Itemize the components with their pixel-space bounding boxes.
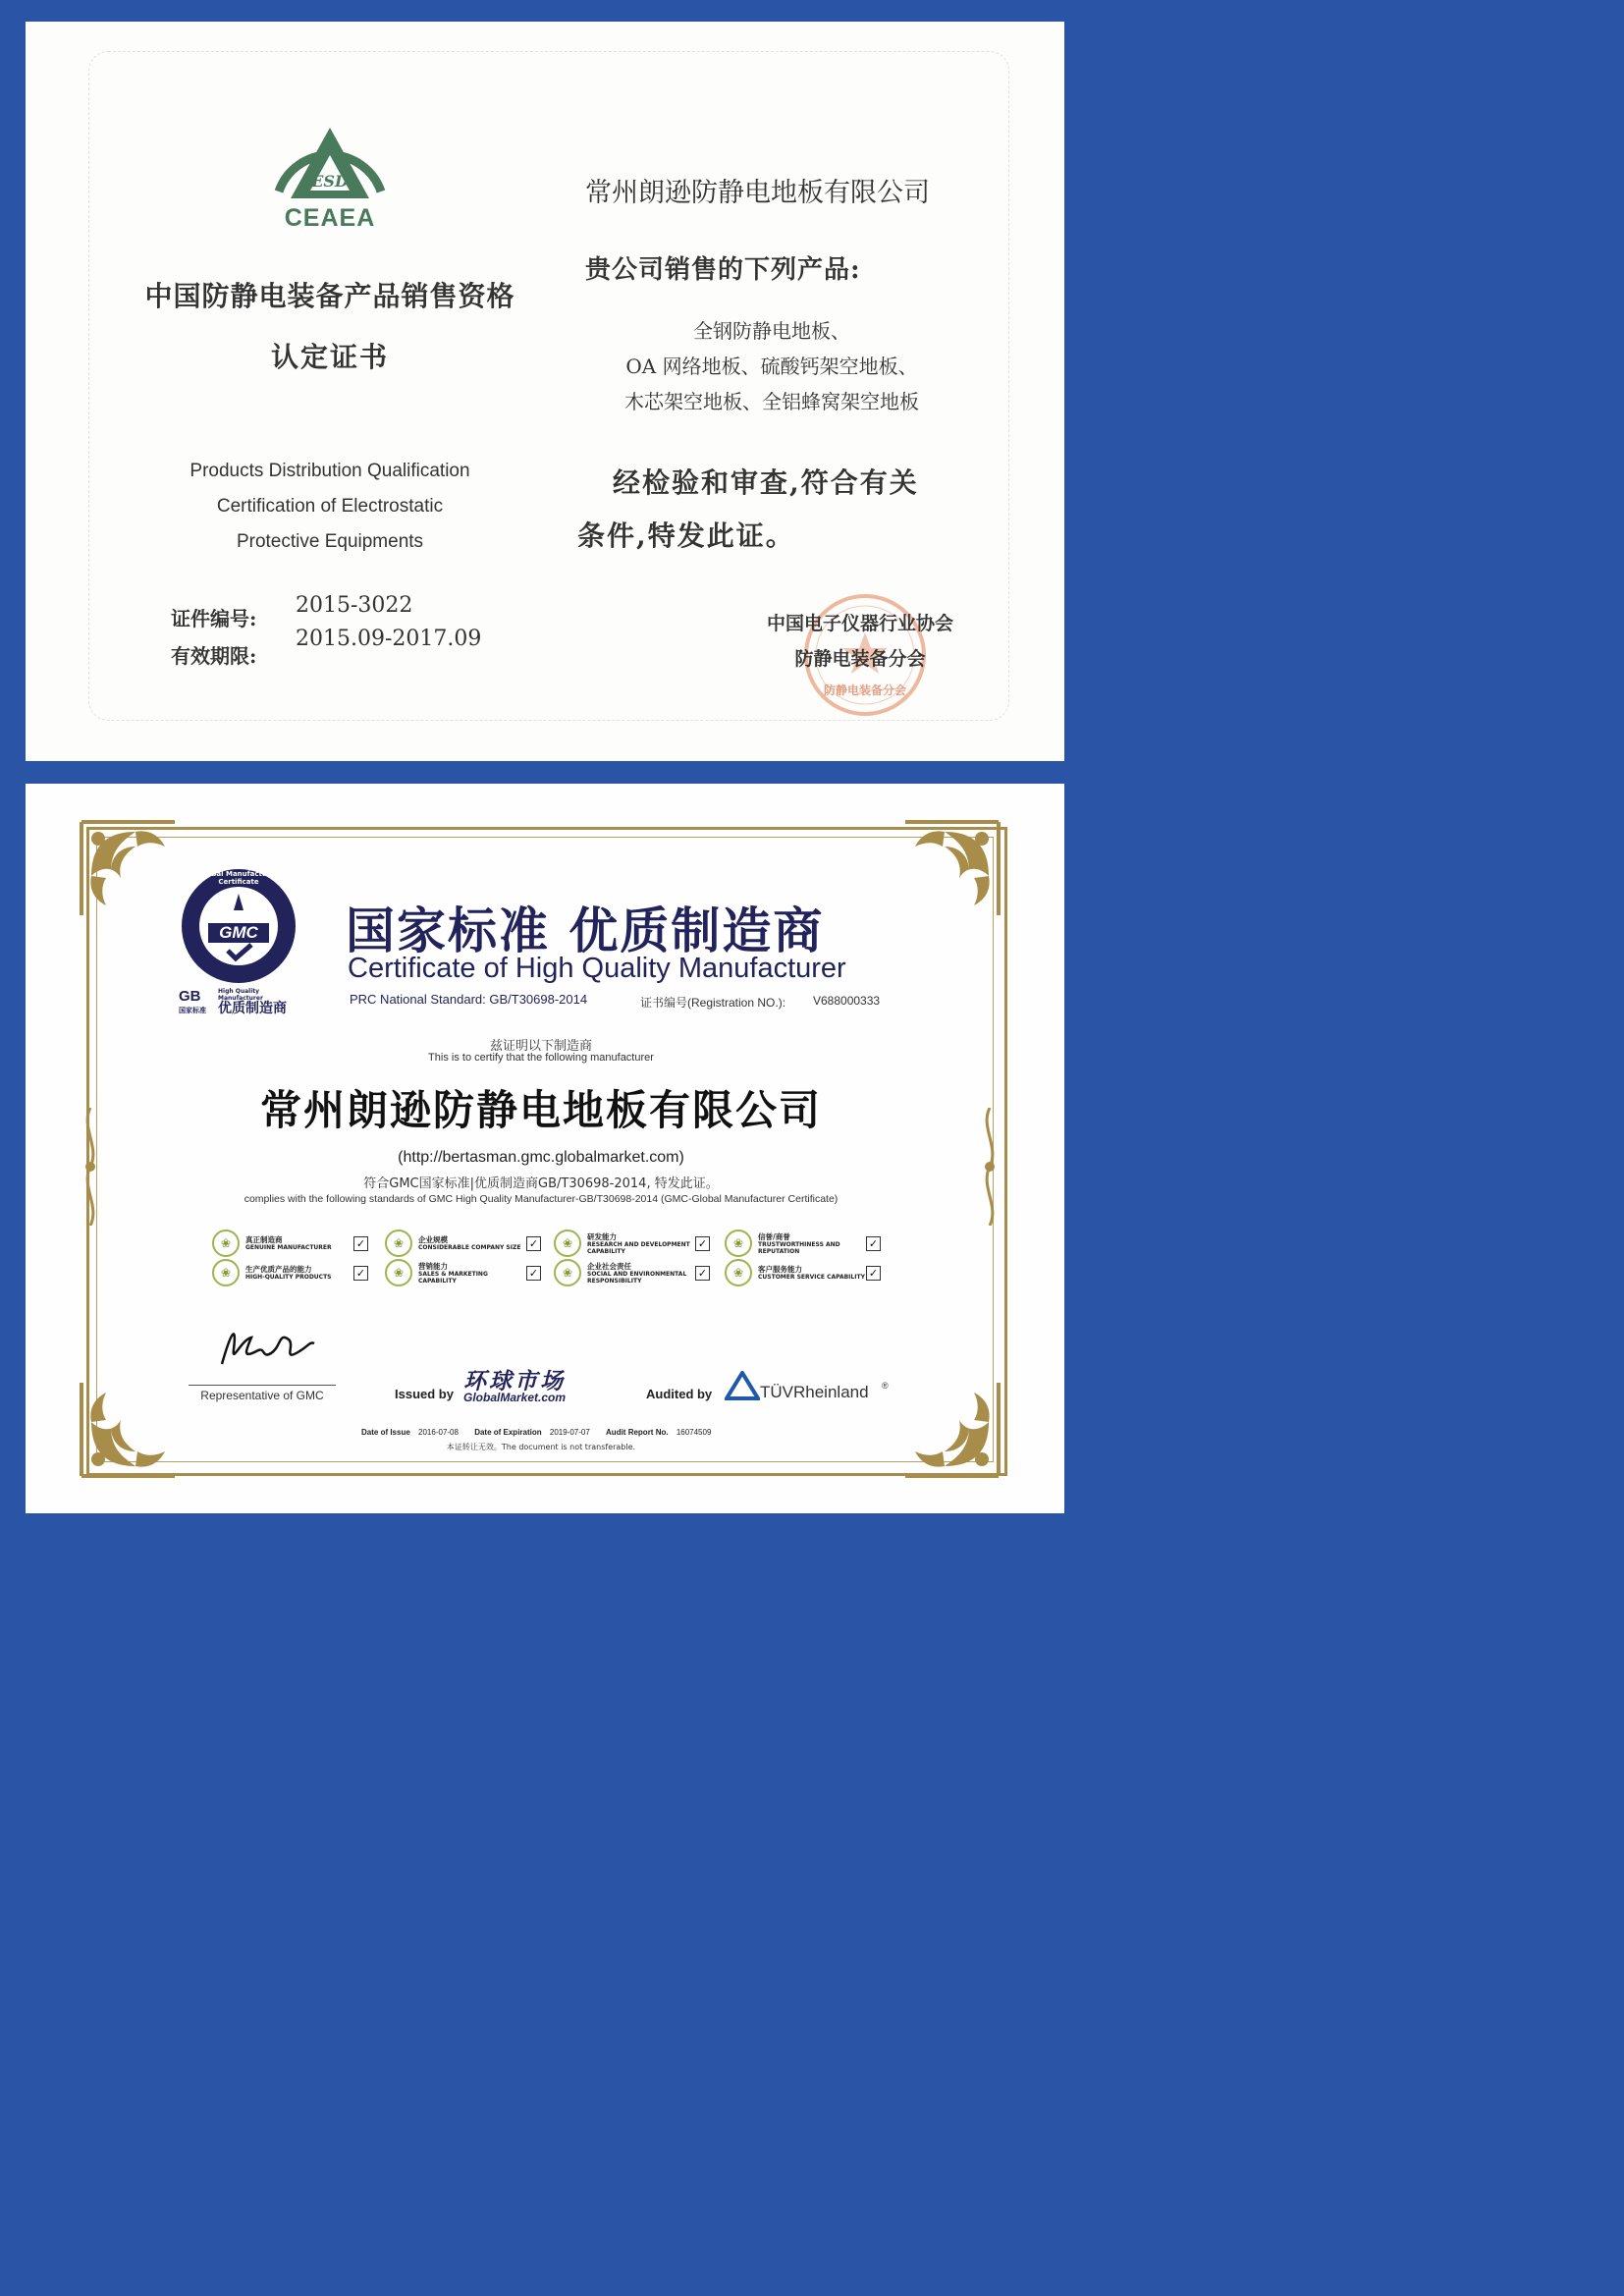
check-box-icon: ✓ bbox=[526, 1236, 541, 1251]
feature-item bbox=[212, 1259, 379, 1286]
side-ornament-icon bbox=[79, 1108, 102, 1226]
feature-en: RESEARCH AND DEVELOPMENT CAPABILITY bbox=[587, 1240, 690, 1255]
feature-zh: 企业规模 bbox=[418, 1235, 448, 1244]
check-box-icon: ✓ bbox=[866, 1266, 881, 1281]
gb-badge bbox=[179, 988, 306, 1017]
gb-label: GB bbox=[179, 988, 201, 1005]
feature-en: CUSTOMER SERVICE CAPABILITY bbox=[758, 1274, 865, 1281]
cert-no-label: 证件编号: bbox=[171, 607, 257, 630]
feature-item bbox=[554, 1259, 721, 1286]
tuv-triangle-icon bbox=[725, 1371, 760, 1400]
certify-en: This is to certify that the following manufacturer bbox=[428, 1052, 654, 1064]
cert1-title-en-line1: Products Distribution Qualification bbox=[189, 461, 470, 481]
service-icon: ❀ bbox=[725, 1259, 752, 1286]
cert1-title-zh-line1: 中国防静电装备产品销售资格 bbox=[144, 280, 515, 312]
feature-item bbox=[725, 1230, 892, 1257]
gb-badge-big: 优质制造商 bbox=[218, 1001, 287, 1016]
check-box-icon: ✓ bbox=[353, 1266, 368, 1281]
stamp-text: 防静电装备分会 bbox=[823, 683, 906, 697]
check-box-icon: ✓ bbox=[695, 1266, 710, 1281]
gb-sub: 国家标准 bbox=[179, 1007, 206, 1014]
ceaea-certificate bbox=[26, 22, 1064, 761]
issued-by-label: Issued by bbox=[395, 1387, 454, 1401]
feature-text bbox=[758, 1232, 866, 1255]
check-box-icon: ✓ bbox=[695, 1236, 710, 1251]
feature-en: TRUSTWORTHINESS AND REPUTATION bbox=[758, 1240, 840, 1255]
feature-zh: 客户服务能力 bbox=[758, 1265, 802, 1274]
seal-ring-text: Global Manufacturer Certificate bbox=[198, 870, 279, 886]
feature-zh: 生产优质产品的能力 bbox=[245, 1265, 312, 1274]
ceaea-emblem-icon bbox=[271, 108, 389, 206]
check-box-icon: ✓ bbox=[353, 1236, 368, 1251]
statement-line2: 条件,特发此证。 bbox=[577, 519, 795, 552]
feature-zh: 企业社会责任 bbox=[587, 1261, 631, 1271]
reg-number: V688000333 bbox=[813, 994, 881, 1008]
gb-badge-small: High Quality Manufacturer bbox=[218, 988, 263, 1002]
date-issue: 2016-07-08 bbox=[418, 1428, 459, 1437]
feature-item bbox=[725, 1259, 892, 1286]
audit-no: 16074509 bbox=[676, 1428, 712, 1437]
feature-item bbox=[385, 1259, 552, 1286]
gmc-seal-center: GMC bbox=[219, 923, 258, 942]
feature-en: GENUINE MANUFACTURER bbox=[245, 1244, 332, 1251]
date-exp: 2019-07-07 bbox=[549, 1428, 590, 1437]
auditor-name: TÜVRheinland bbox=[760, 1383, 869, 1401]
date-issue-label: Date of Issue bbox=[361, 1428, 410, 1437]
corner-ornament-icon bbox=[895, 1373, 1003, 1481]
issuer-line2: 防静电装备分会 bbox=[794, 648, 926, 670]
product-list bbox=[590, 313, 953, 419]
feature-text bbox=[758, 1265, 866, 1281]
cert1-title-en bbox=[124, 454, 536, 560]
leaf-icon: ❀ bbox=[554, 1259, 581, 1286]
feature-en: CONSIDERABLE COMPANY SIZE bbox=[418, 1244, 521, 1251]
corner-ornament-icon bbox=[77, 1373, 185, 1481]
cert-no-value: 2015-3022 bbox=[296, 593, 413, 618]
signature-icon bbox=[212, 1320, 320, 1379]
reg-label: 证书编号(Registration NO.): bbox=[640, 996, 786, 1010]
feature-zh: 真正制造商 bbox=[245, 1235, 283, 1244]
gmc-seal bbox=[179, 866, 298, 986]
ceaea-logo bbox=[271, 108, 389, 232]
feature-text bbox=[245, 1265, 353, 1281]
corner-ornament-icon bbox=[895, 817, 1003, 925]
gmc-certificate bbox=[26, 784, 1064, 1513]
feature-zh: 信誉/商誉 bbox=[758, 1231, 790, 1241]
check-box-icon: ✓ bbox=[526, 1266, 541, 1281]
product-line-1: 全钢防静电地板、 bbox=[693, 319, 850, 343]
research-icon: ❀ bbox=[554, 1230, 581, 1257]
feature-text bbox=[245, 1235, 353, 1251]
gmc-standard: PRC National Standard: GB/T30698-2014 bbox=[350, 992, 588, 1007]
issuer-line1: 中国电子仪器行业协会 bbox=[766, 613, 953, 634]
crown-icon: ❀ bbox=[725, 1230, 752, 1257]
product-line-3: 木芯架空地板、全铝蜂窝架空地板 bbox=[624, 390, 919, 413]
scale-icon: ❀ bbox=[385, 1230, 412, 1257]
feature-en: SALES & MARKETING CAPABILITY bbox=[418, 1270, 488, 1285]
signature-line bbox=[189, 1385, 336, 1386]
marketing-icon: ❀ bbox=[385, 1259, 412, 1286]
feature-item bbox=[385, 1230, 552, 1257]
feature-en: SOCIAL AND ENVIRONMENTAL RESPONSIBILITY bbox=[587, 1270, 687, 1285]
company-url: (http://bertasman.gmc.globalmarket.com) bbox=[398, 1149, 684, 1166]
cert1-title-zh-line2: 认定证书 bbox=[270, 341, 389, 373]
gmc-title-en: Certificate of High Quality Manufacturer bbox=[348, 953, 846, 984]
audit-label: Audit Report No. bbox=[606, 1428, 669, 1437]
dates-row bbox=[361, 1428, 711, 1437]
feature-zh: 研发能力 bbox=[587, 1231, 617, 1241]
products-heading: 贵公司销售的下列产品: bbox=[585, 255, 861, 285]
gmc-title-zh: 国家标准 优质制造商 bbox=[346, 902, 825, 959]
feature-text bbox=[587, 1262, 695, 1285]
factory-icon: ❀ bbox=[212, 1230, 240, 1257]
certify-zh: 兹证明以下制造商 bbox=[489, 1039, 592, 1054]
issuer-en: GlobalMarket.com bbox=[463, 1391, 567, 1404]
product-line-2: OA 网络地板、硫酸钙架空地板、 bbox=[625, 355, 918, 378]
issuer-zh: 环球市场 bbox=[463, 1369, 566, 1394]
feature-text bbox=[418, 1262, 526, 1285]
auditor-registered: ® bbox=[882, 1381, 889, 1391]
validity-value: 2015.09-2017.09 bbox=[296, 627, 482, 651]
iso-icon: ❀ bbox=[212, 1259, 240, 1286]
representative-label: Representative of GMC bbox=[200, 1389, 324, 1402]
nontransfer-note: 本证转让无效。The document is not transferable. bbox=[446, 1443, 636, 1451]
feature-text bbox=[587, 1232, 695, 1255]
audited-by-label: Audited by bbox=[646, 1387, 713, 1401]
feature-zh: 营销能力 bbox=[418, 1261, 448, 1271]
feature-text bbox=[418, 1235, 526, 1251]
ceaea-logo-text: CEAEA bbox=[284, 204, 376, 232]
validity-label: 有效期限: bbox=[171, 644, 257, 668]
corner-ornament-icon bbox=[77, 817, 185, 925]
comply-en: complies with the following standards of GMC High Quality Manufacturer-GB/T30698-2014 (GMC-Global Manufacturer Certificate) bbox=[244, 1193, 839, 1205]
statement-line1: 经检验和审查,符合有关 bbox=[613, 466, 919, 499]
check-box-icon: ✓ bbox=[866, 1236, 881, 1251]
comply-zh: 符合GMC国家标准|优质制造商GB/T30698-2014, 特发此证。 bbox=[363, 1176, 719, 1191]
gmc-company-name: 常州朗逊防静电地板有限公司 bbox=[259, 1086, 822, 1134]
side-ornament-icon bbox=[978, 1108, 1001, 1226]
cert1-title-en-line2: Certification of Electrostatic bbox=[216, 496, 444, 517]
cert1-title-en-line3: Protective Equipments bbox=[236, 531, 424, 552]
feature-en: HIGH-QUALITY PRODUCTS bbox=[245, 1274, 332, 1281]
cert1-company-name: 常州朗逊防静电地板有限公司 bbox=[585, 178, 930, 208]
feature-item bbox=[212, 1230, 379, 1257]
svg-text:ESD: ESD bbox=[311, 172, 349, 191]
feature-item bbox=[554, 1230, 721, 1257]
date-exp-label: Date of Expiration bbox=[474, 1428, 542, 1437]
